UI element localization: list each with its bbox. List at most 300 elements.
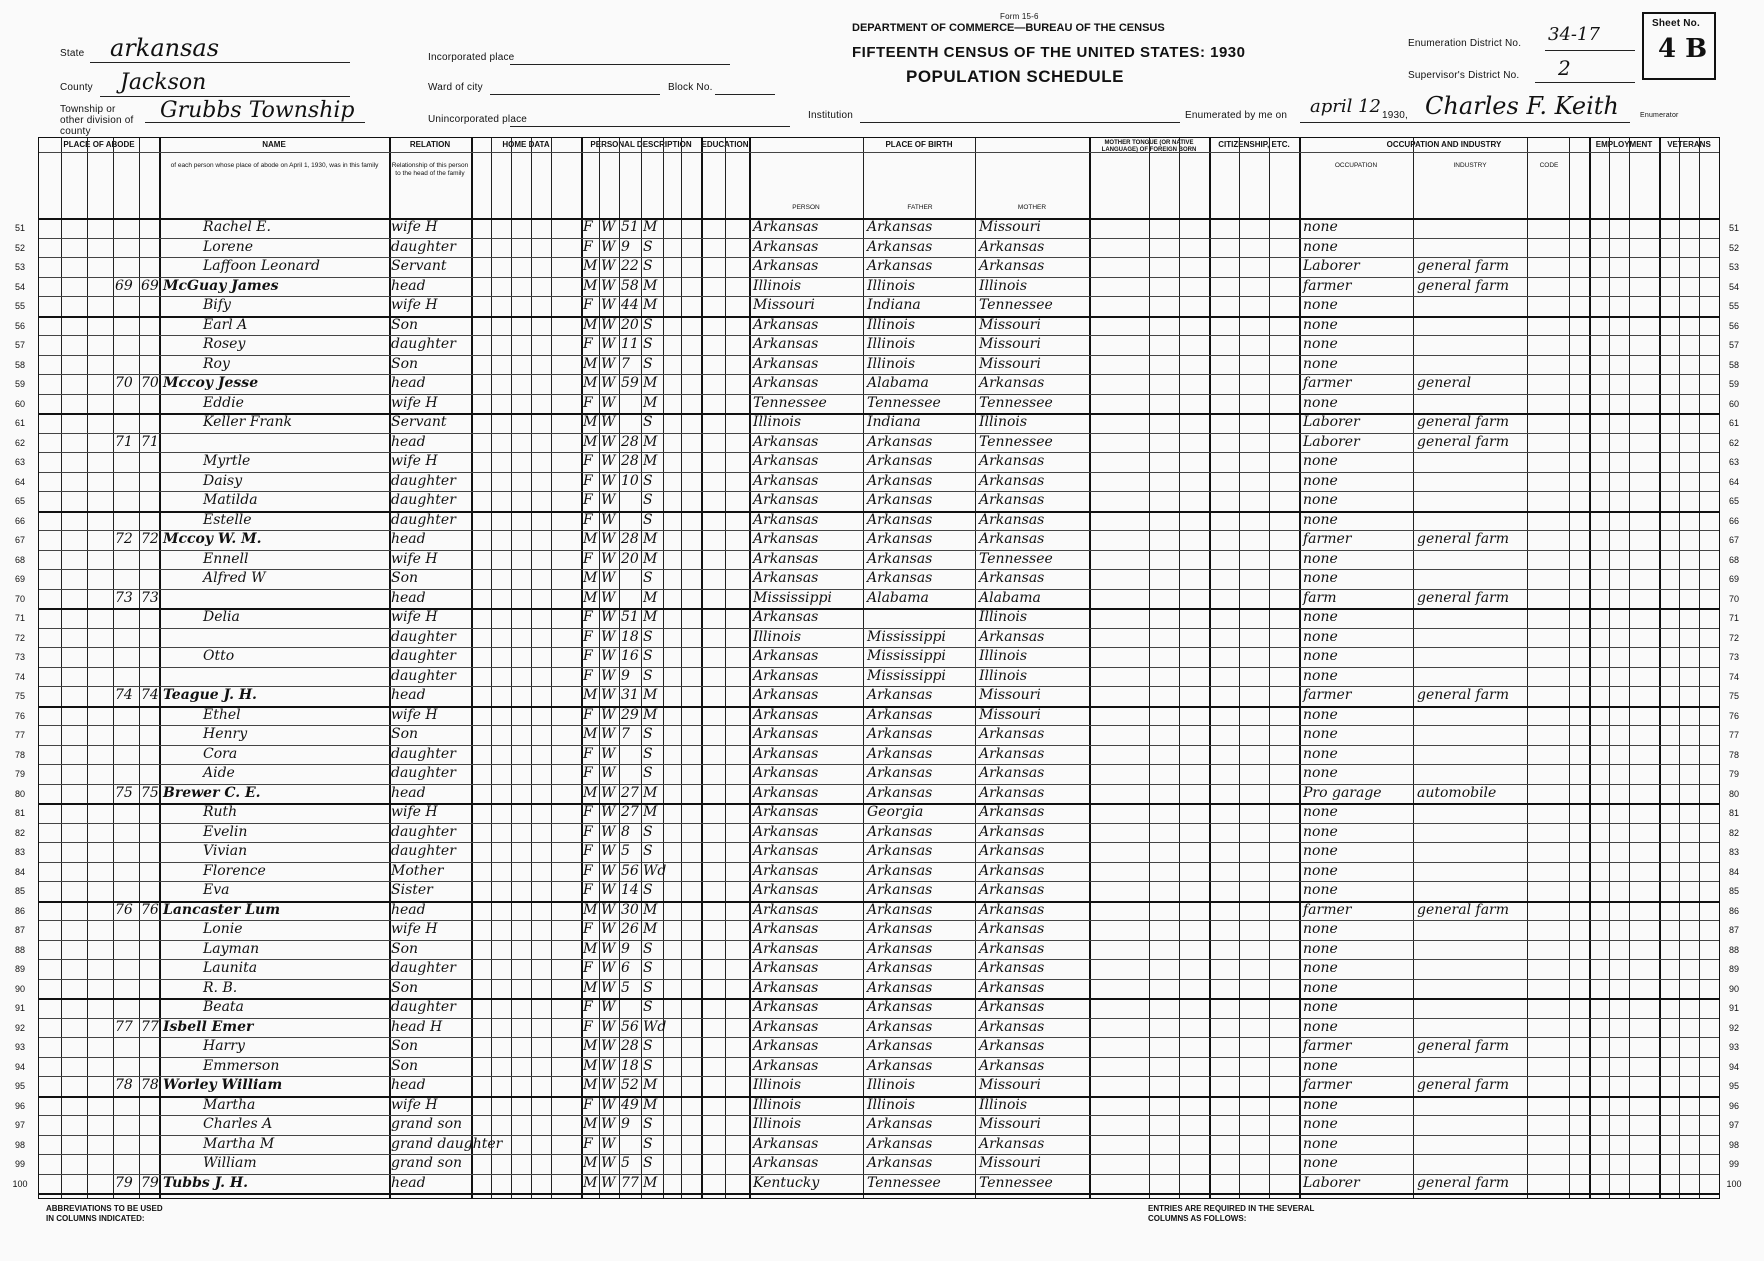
column-rule xyxy=(61,138,62,1198)
cell-mother: Arkansas xyxy=(979,784,1045,801)
cell-relation: Son xyxy=(391,1057,419,1074)
sheet-value: 4 B xyxy=(1658,34,1708,64)
cell-birth: Arkansas xyxy=(753,511,819,528)
cell-family: 75 xyxy=(141,784,159,801)
cell-age: 26 xyxy=(621,921,639,937)
cell-sex: F xyxy=(583,706,593,723)
line-number: 69 xyxy=(1728,574,1739,584)
cell-sex: M xyxy=(583,784,598,801)
line-number: 52 xyxy=(1728,242,1739,253)
cell-occupation: none xyxy=(1303,297,1338,313)
cell-family: 71 xyxy=(141,433,159,450)
cell-relation: Son xyxy=(391,940,419,957)
cell-birth: Missouri xyxy=(753,297,815,313)
cell-age: 59 xyxy=(621,375,639,391)
cell-race: W xyxy=(601,1174,616,1191)
cell-name: Bify xyxy=(203,297,231,313)
cell-birth: Arkansas xyxy=(753,843,819,859)
cell-relation: head xyxy=(391,687,426,703)
cell-relation: daughter xyxy=(391,667,456,684)
cell-industry: general farm xyxy=(1417,277,1510,294)
line-number: 89 xyxy=(1728,964,1739,974)
column-rule xyxy=(1089,138,1091,1198)
cell-family: 76 xyxy=(141,901,159,918)
cell-sex: F xyxy=(583,648,593,664)
cell-occupation: none xyxy=(1303,609,1338,625)
cell-sex: F xyxy=(583,882,593,898)
cell-father: Arkansas xyxy=(867,433,933,450)
cell-name: Alfred W xyxy=(203,570,266,586)
line-number: 85 xyxy=(1728,886,1739,896)
cell-name: R. B. xyxy=(203,979,238,996)
cell-dwelling: 79 xyxy=(115,1174,133,1191)
cell-birth: Arkansas xyxy=(753,940,819,957)
line-number: 98 xyxy=(1728,1139,1739,1150)
cell-age: 56 xyxy=(621,1018,639,1035)
cell-occupation: none xyxy=(1303,921,1338,937)
cell-name: Emmerson xyxy=(203,1057,280,1074)
cell-age: 7 xyxy=(621,355,630,372)
line-number: 58 xyxy=(1728,359,1739,370)
cell-age: 5 xyxy=(621,979,630,996)
cell-race: W xyxy=(601,238,616,255)
cell-birth: Arkansas xyxy=(753,706,819,723)
cell-relation: grand son xyxy=(391,1155,463,1171)
line-number: 69 xyxy=(14,574,25,584)
incorporated-underline xyxy=(510,64,730,65)
line-number: 93 xyxy=(14,1042,25,1052)
birth-father-subhead: FATHER xyxy=(907,204,933,211)
cell-sex: F xyxy=(583,823,593,840)
cell-age: 9 xyxy=(621,1116,630,1132)
cell-occupation: none xyxy=(1303,823,1338,840)
cell-dwelling: 69 xyxy=(115,277,133,294)
cell-race: W xyxy=(601,1018,616,1035)
cell-mother: Tennessee xyxy=(979,1174,1053,1191)
cell-occupation: farmer xyxy=(1303,1077,1352,1093)
cell-birth: Tennessee xyxy=(753,394,827,411)
cell-marital: M xyxy=(643,531,658,547)
cell-birth: Arkansas xyxy=(753,1057,819,1074)
cell-relation: wife H xyxy=(391,609,438,625)
line-number: 91 xyxy=(1728,1003,1739,1013)
cell-sex: M xyxy=(583,979,598,996)
cell-relation: head xyxy=(391,589,426,606)
cell-marital: M xyxy=(643,804,658,820)
cell-father: Arkansas xyxy=(867,1135,933,1152)
column-rule xyxy=(701,138,703,1198)
cell-age: 18 xyxy=(621,628,639,645)
cell-occupation: none xyxy=(1303,219,1338,235)
cell-name: Estelle xyxy=(203,511,252,528)
cell-birth: Arkansas xyxy=(753,453,819,469)
cell-father: Arkansas xyxy=(867,453,933,469)
cell-father: Arkansas xyxy=(867,901,933,918)
cell-occupation: none xyxy=(1303,1018,1338,1035)
cell-sex: F xyxy=(583,804,593,820)
cell-father: Arkansas xyxy=(867,823,933,840)
cell-race: W xyxy=(601,862,616,879)
cell-mother: Tennessee xyxy=(979,550,1053,567)
column-rule xyxy=(749,138,751,1198)
cell-father: Arkansas xyxy=(867,1057,933,1074)
line-number: 58 xyxy=(14,359,25,370)
cell-father: Illinois xyxy=(867,316,916,333)
cell-mother: Arkansas xyxy=(979,960,1045,976)
cell-father: Arkansas xyxy=(867,219,933,235)
line-number: 75 xyxy=(1728,691,1739,701)
cell-family: 72 xyxy=(141,531,159,547)
cell-sex: F xyxy=(583,219,593,235)
cell-age: 58 xyxy=(621,277,639,294)
cell-occupation: farmer xyxy=(1303,375,1352,391)
cell-marital: S xyxy=(643,726,653,742)
cell-mother: Missouri xyxy=(979,355,1041,372)
cell-occupation: none xyxy=(1303,1057,1338,1074)
cell-relation: daughter xyxy=(391,823,456,840)
cell-mother: Missouri xyxy=(979,336,1041,352)
cell-race: W xyxy=(601,297,616,313)
cell-name: Martha xyxy=(203,1096,256,1113)
cell-father: Arkansas xyxy=(867,706,933,723)
cell-name: Aide xyxy=(203,765,235,781)
cell-mother: Arkansas xyxy=(979,921,1045,937)
cell-sex: M xyxy=(583,1116,598,1132)
cell-race: W xyxy=(601,394,616,411)
cell-mother: Arkansas xyxy=(979,862,1045,879)
cell-mother: Arkansas xyxy=(979,979,1045,996)
cell-relation: head xyxy=(391,277,426,294)
cell-father: Tennessee xyxy=(867,1174,941,1191)
cell-occupation: Laborer xyxy=(1303,414,1360,430)
cell-sex: F xyxy=(583,862,593,879)
cell-occupation: none xyxy=(1303,472,1338,489)
cell-industry: general farm xyxy=(1417,1038,1510,1054)
cell-occupation: none xyxy=(1303,999,1338,1015)
cell-relation: daughter xyxy=(391,511,456,528)
cell-race: W xyxy=(601,667,616,684)
cell-birth: Arkansas xyxy=(753,667,819,684)
cell-mother: Missouri xyxy=(979,219,1041,235)
cell-mother: Arkansas xyxy=(979,1135,1045,1152)
column-rule xyxy=(1629,138,1630,1198)
cell-relation: grand son xyxy=(391,1116,463,1132)
row-rule xyxy=(39,1193,1719,1195)
cell-name: Evelin xyxy=(203,823,248,840)
cell-occupation: none xyxy=(1303,394,1338,411)
cell-industry: general farm xyxy=(1417,433,1510,450)
cell-sex: M xyxy=(583,940,598,957)
cell-marital: S xyxy=(643,316,653,333)
line-number: 62 xyxy=(14,437,25,448)
cell-race: W xyxy=(601,1135,616,1152)
cell-family: 79 xyxy=(141,1174,159,1191)
cell-dwelling: 70 xyxy=(115,375,133,391)
sheet-label: Sheet No. xyxy=(1652,18,1700,29)
cell-birth: Arkansas xyxy=(753,258,819,274)
cell-occupation: farmer xyxy=(1303,901,1352,918)
cell-industry: general xyxy=(1417,375,1472,391)
cell-occupation: none xyxy=(1303,726,1338,742)
cell-relation: wife H xyxy=(391,804,438,820)
cell-birth: Arkansas xyxy=(753,648,819,664)
cell-family: 74 xyxy=(141,687,159,703)
cell-marital: S xyxy=(643,511,653,528)
cell-occupation: none xyxy=(1303,648,1338,664)
cell-sex: F xyxy=(583,550,593,567)
cell-mother: Arkansas xyxy=(979,843,1045,859)
line-number: 87 xyxy=(1728,925,1739,935)
column-rule xyxy=(1589,138,1591,1198)
line-number: 65 xyxy=(14,496,25,506)
cell-name: Ennell xyxy=(203,550,249,567)
line-number: 77 xyxy=(1728,730,1739,740)
cell-sex: F xyxy=(583,394,593,411)
cell-occupation: none xyxy=(1303,745,1338,762)
cell-name: Ethel xyxy=(203,706,241,723)
cell-father: Arkansas xyxy=(867,784,933,801)
cell-birth: Arkansas xyxy=(753,999,819,1015)
cell-father: Arkansas xyxy=(867,999,933,1015)
cell-birth: Arkansas xyxy=(753,570,819,586)
abbreviations-footer xyxy=(38,1200,1718,1258)
cell-race: W xyxy=(601,648,616,664)
cell-birth: Arkansas xyxy=(753,316,819,333)
cell-father: Illinois xyxy=(867,336,916,352)
cell-father: Arkansas xyxy=(867,531,933,547)
cell-father: Arkansas xyxy=(867,1018,933,1035)
cell-dwelling: 76 xyxy=(115,901,133,918)
cell-marital: S xyxy=(643,1116,653,1132)
cell-marital: S xyxy=(643,1155,653,1171)
line-number: 94 xyxy=(14,1061,25,1072)
line-number: 53 xyxy=(14,262,25,272)
cell-race: W xyxy=(601,355,616,372)
cell-name: Launita xyxy=(203,960,258,976)
line-number: 90 xyxy=(1728,983,1739,994)
cell-industry: general farm xyxy=(1417,687,1510,703)
cell-occupation: none xyxy=(1303,960,1338,976)
cell-relation: head xyxy=(391,375,426,391)
cell-mother: Missouri xyxy=(979,1116,1041,1132)
cell-mother: Missouri xyxy=(979,706,1041,723)
cell-race: W xyxy=(601,550,616,567)
line-number: 60 xyxy=(1728,398,1739,409)
line-number: 84 xyxy=(14,866,25,877)
cell-age: 7 xyxy=(621,726,630,742)
cell-occupation: none xyxy=(1303,1135,1338,1152)
cell-birth: Arkansas xyxy=(753,901,819,918)
line-number: 54 xyxy=(1728,281,1739,292)
cell-father: Arkansas xyxy=(867,882,933,898)
cell-race: W xyxy=(601,726,616,742)
cell-birth: Arkansas xyxy=(753,531,819,547)
cell-occupation: none xyxy=(1303,355,1338,372)
cell-occupation: none xyxy=(1303,804,1338,820)
cell-birth: Arkansas xyxy=(753,765,819,781)
cell-occupation: none xyxy=(1303,570,1338,586)
cell-family: 70 xyxy=(141,375,159,391)
cell-relation: head xyxy=(391,1174,426,1191)
birth-person-subhead: PERSON xyxy=(792,204,820,211)
cell-race: W xyxy=(601,1057,616,1074)
cell-birth: Arkansas xyxy=(753,862,819,879)
cell-relation: daughter xyxy=(391,648,456,664)
cell-sex: F xyxy=(583,960,593,976)
cell-father: Arkansas xyxy=(867,921,933,937)
cell-name: Ruth xyxy=(203,804,238,820)
cell-race: W xyxy=(601,336,616,352)
cell-father: Arkansas xyxy=(867,979,933,996)
cell-race: W xyxy=(601,940,616,957)
cell-marital: S xyxy=(643,882,653,898)
cell-race: W xyxy=(601,999,616,1015)
industry-subhead: INDUSTRY xyxy=(1453,162,1487,169)
cell-dwelling: 73 xyxy=(115,589,133,606)
line-number: 67 xyxy=(14,535,25,545)
cell-marital: S xyxy=(643,940,653,957)
cell-age: 51 xyxy=(621,609,639,625)
cell-occupation: none xyxy=(1303,843,1338,859)
line-number: 73 xyxy=(14,652,25,662)
cell-relation: Son xyxy=(391,570,419,586)
cell-birth: Arkansas xyxy=(753,784,819,801)
cell-father: Arkansas xyxy=(867,550,933,567)
cell-marital: S xyxy=(643,1057,653,1074)
cell-age: 20 xyxy=(621,316,639,333)
cell-relation: daughter xyxy=(391,745,456,762)
cell-name: Layman xyxy=(203,940,260,957)
cell-relation: wife H xyxy=(391,297,438,313)
cell-marital: S xyxy=(643,979,653,996)
cell-sex: F xyxy=(583,511,593,528)
line-number: 87 xyxy=(14,925,25,935)
cell-birth: Arkansas xyxy=(753,745,819,762)
cell-birth: Illinois xyxy=(753,1116,802,1132)
line-number: 86 xyxy=(14,905,25,916)
cell-marital: M xyxy=(643,1174,658,1191)
cell-age: 22 xyxy=(621,258,639,274)
line-number: 79 xyxy=(1728,769,1739,779)
cell-mother: Arkansas xyxy=(979,453,1045,469)
line-number: 84 xyxy=(1728,866,1739,877)
column-rule xyxy=(1239,138,1240,1198)
cell-mother: Arkansas xyxy=(979,472,1045,489)
cell-race: W xyxy=(601,706,616,723)
line-number: 80 xyxy=(14,788,25,799)
cell-race: W xyxy=(601,414,616,430)
cell-mother: Missouri xyxy=(979,687,1041,703)
cell-age: 11 xyxy=(621,336,639,352)
cell-industry: general farm xyxy=(1417,901,1510,918)
cell-age: 30 xyxy=(621,901,639,918)
cell-mother: Tennessee xyxy=(979,394,1053,411)
line-number: 59 xyxy=(14,379,25,389)
cell-father: Arkansas xyxy=(867,745,933,762)
line-number: 60 xyxy=(14,398,25,409)
line-number: 77 xyxy=(14,730,25,740)
line-number: 68 xyxy=(14,554,25,565)
cell-industry: general farm xyxy=(1417,414,1510,430)
cell-marital: M xyxy=(643,609,658,625)
cell-sex: M xyxy=(583,316,598,333)
line-number: 53 xyxy=(1728,262,1739,272)
line-number: 73 xyxy=(1728,652,1739,662)
cell-sex: F xyxy=(583,492,593,508)
cell-sex: F xyxy=(583,1018,593,1035)
cell-sex: M xyxy=(583,414,598,430)
cell-relation: Son xyxy=(391,979,419,996)
cell-birth: Arkansas xyxy=(753,726,819,742)
cell-race: W xyxy=(601,823,616,840)
cell-father: Illinois xyxy=(867,277,916,294)
line-number: 96 xyxy=(14,1100,25,1111)
cell-name: Teague J. H. xyxy=(163,687,257,703)
cell-race: W xyxy=(601,784,616,801)
enumerated-label: Enumerated by me on xyxy=(1185,110,1288,121)
cell-father: Arkansas xyxy=(867,258,933,274)
cell-sex: F xyxy=(583,453,593,469)
cell-marital: Wd xyxy=(643,862,667,879)
cell-sex: F xyxy=(583,1096,593,1113)
cell-name: Myrtle xyxy=(203,453,251,469)
cell-mother: Arkansas xyxy=(979,765,1045,781)
schedule-grid xyxy=(12,137,1742,1199)
sd-label: Supervisor's District No. xyxy=(1408,70,1520,81)
cell-birth: Illinois xyxy=(753,628,802,645)
department-title: DEPARTMENT OF COMMERCE—BUREAU OF THE CENSUS xyxy=(852,22,1165,34)
cell-race: W xyxy=(601,960,616,976)
line-number: 90 xyxy=(14,983,25,994)
cell-sex: M xyxy=(583,570,598,586)
cell-marital: S xyxy=(643,843,653,859)
birth-mother-subhead: MOTHER xyxy=(1017,204,1047,211)
cell-name: Rosey xyxy=(203,336,246,352)
cell-name: Charles A xyxy=(203,1116,273,1132)
enumerator-signature: Charles F. Keith xyxy=(1425,92,1619,120)
cell-name: Daisy xyxy=(203,472,243,489)
group-employment: EMPLOYMENT xyxy=(1595,140,1653,149)
column-rule xyxy=(599,138,600,1198)
cell-marital: S xyxy=(643,745,653,762)
township-label: Township or other division of county xyxy=(60,104,134,137)
cell-name: Eddie xyxy=(203,394,244,411)
enumerated-year: 1930, xyxy=(1382,110,1409,121)
cell-sex: M xyxy=(583,258,598,274)
cell-name: Worley William xyxy=(163,1077,283,1093)
column-rule xyxy=(619,138,620,1198)
cell-dwelling: 74 xyxy=(115,687,133,703)
cell-race: W xyxy=(601,1096,616,1113)
cell-sex: M xyxy=(583,531,598,547)
cell-birth: Arkansas xyxy=(753,687,819,703)
cell-name: Eva xyxy=(203,882,230,898)
cell-race: W xyxy=(601,511,616,528)
cell-father: Arkansas xyxy=(867,1155,933,1171)
cell-marital: M xyxy=(643,219,658,235)
cell-marital: S xyxy=(643,1038,653,1054)
cell-sex: M xyxy=(583,375,598,391)
cell-relation: daughter xyxy=(391,960,456,976)
line-number: 64 xyxy=(1728,476,1739,487)
column-rule xyxy=(113,138,114,1198)
cell-name: Rachel E. xyxy=(203,219,271,235)
cell-occupation: none xyxy=(1303,706,1338,723)
cell-dwelling: 75 xyxy=(115,784,133,801)
line-number: 92 xyxy=(1728,1022,1739,1033)
line-number: 78 xyxy=(1728,749,1739,760)
cell-relation: Servant xyxy=(391,258,447,274)
